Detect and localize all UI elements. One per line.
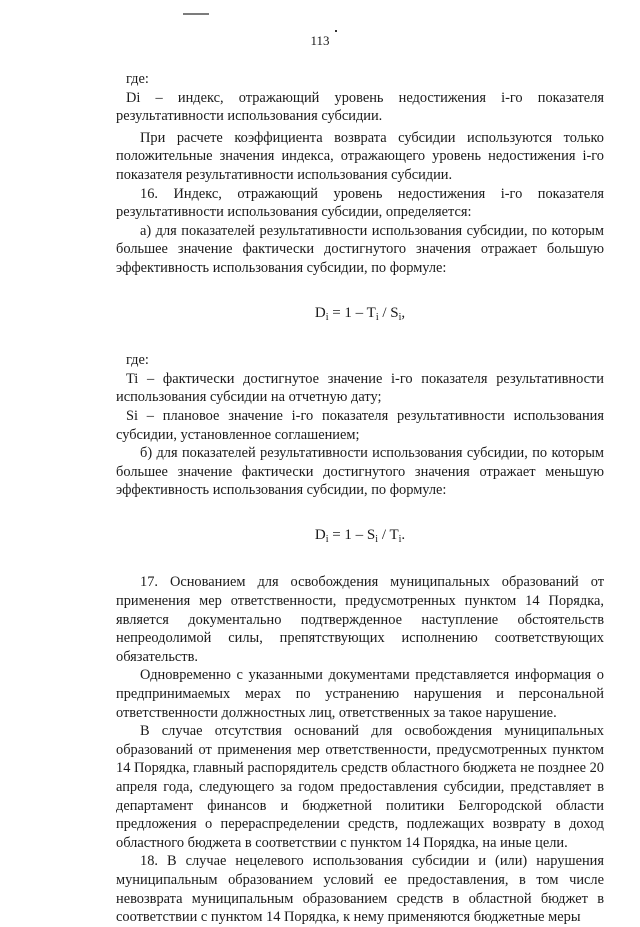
document-body (116, 70, 604, 927)
formula-2: $D_i = 1 - S_i / T_i$. (314, 526, 406, 545)
paragraph-18: 18. В случае нецелевого использования субсидии и (или) нарушения муниципальным образованием условий ее предоставления, в том числе невозврата муниципальным образованием средств в областной бюджет в соответствии с пунктом 14 Порядка, к нему применяются бюджетные меры (116, 853, 604, 926)
scan-artifact-dot (335, 30, 337, 32)
paragraph-a: а) для показателей результативности использования субсидии, по которым большее значение фактически достигнутого значения отражает большую эффективность использования субсидии, по формуле: (116, 222, 604, 276)
formula-1: $D_i = 1 - T_i / S_i$, (314, 304, 406, 323)
paragraph-ti-definition: Ti – фактически достигнутое значение i-го показателя результативности использования субсидии на отчетную дату; (116, 370, 604, 406)
where-label-2: где: (126, 352, 149, 369)
paragraph-17: 17. Основанием для освобождения муниципальных образований от применения мер ответственности, предусмотренных пунктом 14 Порядка, является документально подтвержденное наступление обстоятельств непреодолимой силы, препятствующих исполнению соответствующих обязательств. (116, 574, 604, 665)
paragraph-di-definition: Di – индекс, отражающий уровень недостижения i-го показателя результативности использования субсидии. (116, 89, 604, 125)
paragraph-16: 16. Индекс, отражающий уровень недостижения i-го показателя результативности использования субсидии, определяется: (116, 185, 604, 221)
scan-artifact-line (183, 13, 209, 15)
paragraph-b: б) для показателей результативности использования субсидии, по которым большее значение фактически достигнутого значения отражает меньшую эффективность использования субсидии, по формуле: (116, 445, 604, 499)
paragraph-si-definition: Si – плановое значение i-го показателя результативности использования субсидии, установленное соглашением; (116, 407, 604, 443)
paragraph-absence-of-grounds: В случае отсутствия оснований для освобождения муниципальных образований от применения мер ответственности, предусмотренных пунктом 14 Порядка, главный распорядитель средств областного бюджета не позднее 20 апреля года, следующего за годом предоставления субсидии, представляет в департамент финансов и бюджетной политики Белгородской области предложения о перераспределении средств, подлежащих возврату в доход областного бюджета в соответствии с пунктом 14 Порядка, на иные цели. (116, 723, 604, 851)
where-label-1: где: (126, 71, 149, 87)
page-number: 113 (310, 33, 330, 48)
paragraph-positive-values: При расчете коэффициента возврата субсидии используются только положительные значения индекса, отражающего уровень недостижения i-го показателя результативности использования субсидии. (116, 129, 604, 183)
paragraph-simultaneously: Одновременно с указанными документами представляется информация о предпринимаемых мерах по устранению нарушения и персональной ответственности должностных лиц, ответственных за такое нарушение. (116, 667, 604, 721)
